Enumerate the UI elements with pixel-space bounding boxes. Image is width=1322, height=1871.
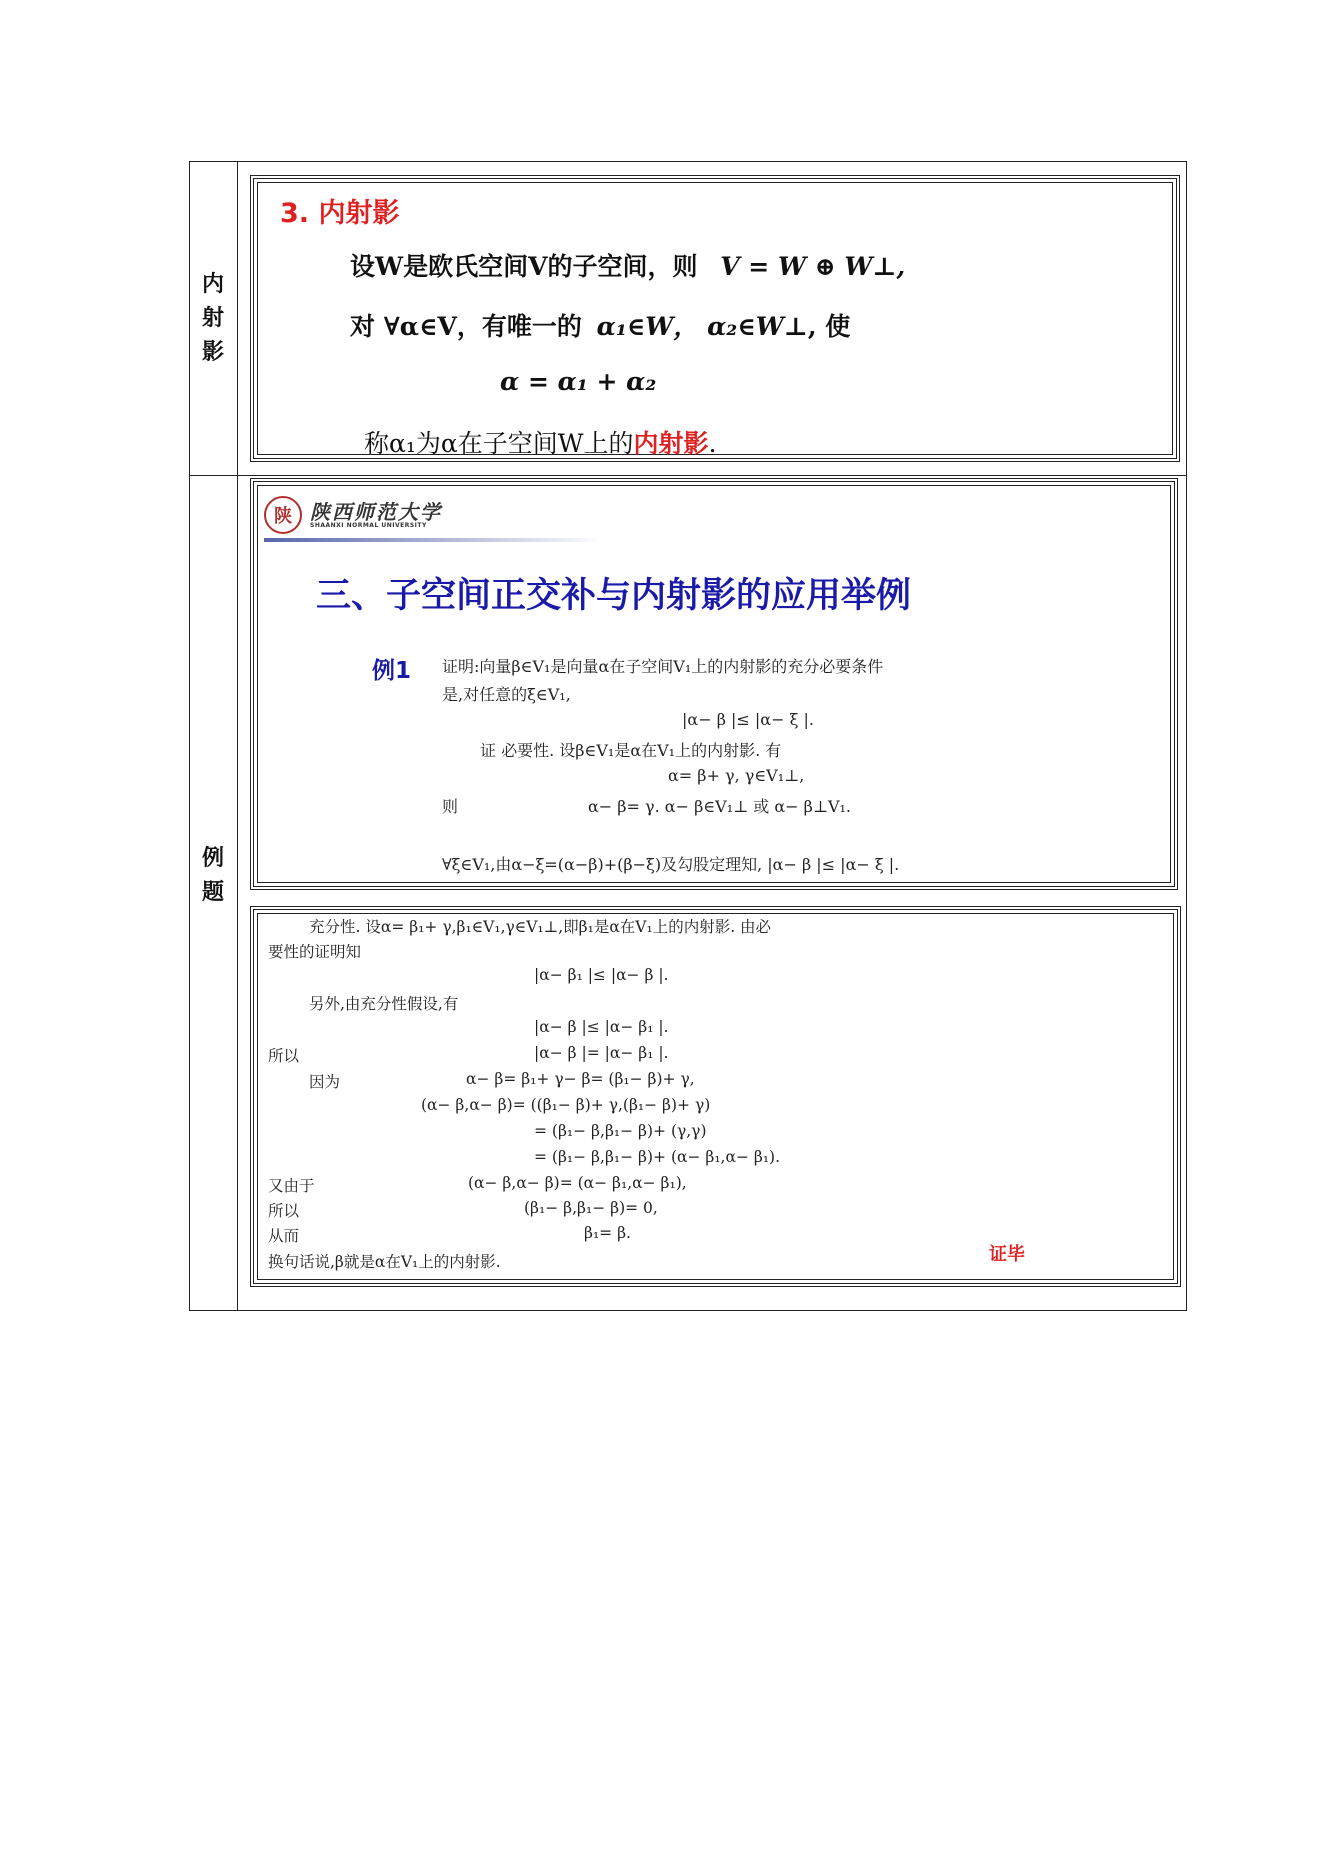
side-char: 题 — [201, 880, 224, 905]
text: , 使 — [807, 312, 851, 341]
definition-line-1 — [350, 247, 905, 283]
side-char: 射 — [201, 306, 224, 331]
university-seal-icon: 陕 — [264, 496, 302, 534]
side-char: 影 — [201, 340, 224, 365]
proof-line: = (β₁− β,β₁− β)+ (α− β₁,α− β₁). — [534, 1148, 781, 1166]
definition-slide — [250, 175, 1180, 462]
proof-line: 因为 — [309, 1073, 341, 1091]
proof-line: β₁= β. — [584, 1224, 631, 1242]
column-divider — [237, 162, 238, 1310]
proof-line: 证明:向量β∈V₁是向量α在子空间V₁上的内射影的充分必要条件 — [442, 657, 884, 676]
proof-line: 所以 — [268, 1202, 300, 1220]
proof-line: 则 — [442, 797, 459, 816]
university-name-en: SHAANXI NORMAL UNIVERSITY — [310, 522, 427, 529]
slide-heading: 3. 内射影 — [280, 198, 400, 229]
text: . — [708, 429, 717, 458]
proof-line: |α− β |≤ |α− β₁ |. — [534, 1018, 669, 1036]
proof-line: 充分性. 设α= β₁+ γ,β₁∈V₁,γ∈V₁⊥,即β₁是α在V₁上的内射影. 由必 — [309, 918, 772, 936]
proof-line: α− β= β₁+ γ− β= (β₁− β)+ γ, — [466, 1070, 695, 1088]
proof-line: |α− β₁ |≤ |α− β |. — [534, 966, 669, 984]
proof-line: 换句话说,β就是α在V₁上的内射影. — [268, 1253, 501, 1271]
side-label-projection — [190, 268, 236, 370]
definition-line-2 — [350, 307, 850, 343]
slide-title: 三、子空间正交补与内射影的应用举例 — [316, 576, 912, 616]
logo-divider — [264, 538, 604, 542]
university-name: 陕西师范大学 — [310, 500, 442, 524]
side-char: 内 — [201, 272, 224, 297]
proof-line: 是,对任意的ξ∈V₁, — [442, 685, 571, 704]
text: 称α₁为α在子空间W上的 — [364, 429, 634, 458]
proof-line: (β₁− β,β₁− β)= 0, — [524, 1199, 658, 1217]
formula: V = W ⊕ W⊥, — [720, 252, 906, 281]
text: 对 ∀α∈V，有唯一的 — [350, 312, 582, 341]
formula: α₁∈W， α₂∈W⊥ — [596, 312, 808, 341]
definition-line-3 — [500, 367, 656, 396]
proof-line: α= β+ γ, γ∈V₁⊥, — [668, 766, 805, 785]
example-label: 例1 — [372, 658, 412, 684]
proof-line: 又由于 — [268, 1177, 315, 1195]
proof-line: 要性的证明知 — [268, 943, 362, 961]
proof-line: 所以 — [268, 1047, 300, 1065]
proof-line: |α− β |= |α− β₁ |. — [534, 1044, 669, 1062]
definition-line-4 — [364, 424, 716, 460]
slide-border — [257, 913, 1174, 1280]
example-slide — [250, 478, 1178, 890]
highlight-term: 内射影 — [633, 429, 709, 458]
qed-mark: 证毕 — [989, 1244, 1025, 1265]
row-divider — [190, 475, 1186, 476]
proof-line: = (β₁− β,β₁− β)+ (γ,γ) — [534, 1122, 707, 1140]
proof-line: 证 必要性. 设β∈V₁是α在V₁上的内射影. 有 — [480, 741, 782, 760]
text: 设W是欧氏空间V的子空间，则 — [350, 252, 698, 281]
proof-line: |α− β |≤ |α− ξ |. — [682, 710, 814, 729]
proof-line: 从而 — [268, 1227, 300, 1245]
side-char: 例 — [201, 846, 224, 871]
proof-slide — [250, 906, 1181, 1287]
proof-line: 另外,由充分性假设,有 — [309, 995, 459, 1013]
proof-line: (α− β,α− β)= ((β₁− β)+ γ,(β₁− β)+ γ) — [421, 1096, 711, 1114]
side-label-example — [190, 842, 236, 910]
proof-line: (α− β,α− β)= (α− β₁,α− β₁), — [468, 1174, 687, 1192]
proof-line: α− β= γ. α− β∈V₁⊥ 或 α− β⊥V₁. — [588, 797, 852, 816]
formula: α = α₁ + α₂ — [500, 367, 657, 396]
proof-line: ∀ξ∈V₁,由α−ξ=(α−β)+(β−ξ)及勾股定理知, |α− β |≤ |α− ξ |. — [442, 855, 900, 874]
